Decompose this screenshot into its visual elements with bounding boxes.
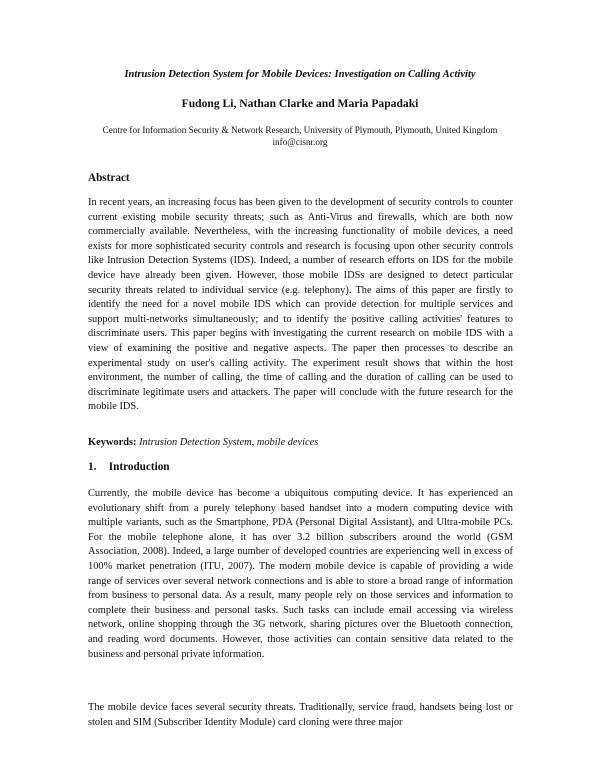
intro-paragraph-1: Currently, the mobile device has become a ubiquitous computing device. It has experienced an evolutionary shift from a purely telephony based handset into a modern computing device with multiple variants, such as the Smartphone, PDA (Personal Digital Assistant), and Ultra-mobile PCs. For the mobile telephone alone, it has over 3.2 billion subscribers around the world (GSM Association, 2008). Indeed, a large number of developed countries are experiencing well in excess of 100% market penetration (ITU, 2007). The modern mobile device is capable of providing a wide range of services over several network connections and is able to store a broad range of information from business to personal data. As a result, many people rely on those services and information to complete their business and personal tasks. Such tasks can include email accessing via wireless network, online shopping through the 3G network, sharing pictures over the Bluetooth connection, and reading word documents. However, those activities can contain sensitive data related to the business and personal private information.	[88, 488, 513, 660]
affiliation-email: info@cisnr.org	[272, 137, 328, 148]
abstract-heading: Abstract	[88, 172, 130, 184]
keywords-value: Intrusion Detection System, mobile devices	[139, 437, 319, 448]
abstract-text: In recent years, an increasing focus has been given to the development of security controls to counter current existing mobile security threats; such as Anti-Virus and firewalls, which are both now commercially available. Nevertheless, with the increasing functionality of mobile devices, a need exists for more sophisticated security controls and research is focusing upon other security controls like Intrusion Detection Systems (IDS). Indeed, a number of research efforts on IDS for the mobile device have already been given. However, those mobile IDSs are designed to detect particular security threats related to individual service (e.g. telephony). The aims of this paper are firstly to identify the need for a novel mobile IDS which can provide detection for multiple services and support multi-networks simultaneously; and to identify the positive calling activities' features to discriminate users. This paper begins with investigating the current research on mobile IDS with a view of examining the positive and negative aspects. The paper then processes to describe an experimental study on user's calling activity. The experiment result shows that within the host environment, the number of calling, the time of calling and the duration of calling can be used to discriminate legitimate users and attackers. The paper will conclude with the future research for the mobile IDS.	[88, 197, 513, 413]
affiliation-institution: Centre for Information Security & Network Research, University of Plymouth, Plymouth, United Kingdom	[102, 125, 498, 135]
keywords	[88, 437, 513, 448]
section-heading-introduction	[88, 461, 513, 473]
keywords-label: Keywords:	[88, 437, 137, 448]
affiliation	[60, 124, 540, 149]
intro-paragraph-2: The mobile device faces several security threats. Traditionally, service fraud, handsets being lost or stolen and SIM (Subscriber Identity Module) card cloning were three major	[88, 702, 513, 728]
paper-title: Intrusion Detection System for Mobile Devices: Investigation on Calling Activity	[124, 69, 476, 80]
paper-authors: Fudong Li, Nathan Clarke and Maria Papadaki	[181, 97, 419, 110]
section-number: 1.	[88, 461, 97, 473]
section-title: Introduction	[108, 461, 170, 473]
